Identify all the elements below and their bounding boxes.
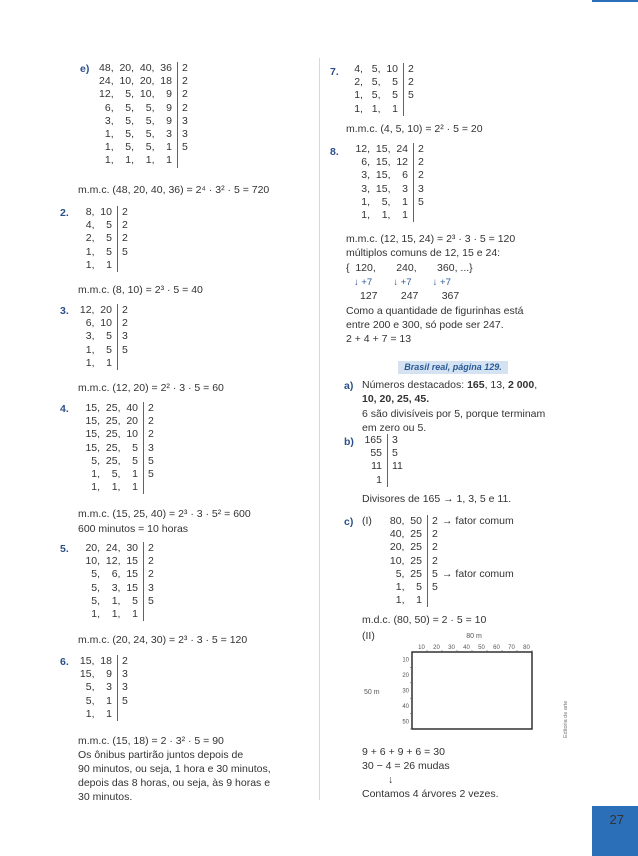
table-cell: 4, 5, 10: [352, 63, 404, 76]
table-cell: 2: [122, 206, 128, 218]
table-cell: 3: [418, 182, 424, 195]
top-stripe: [592, 0, 638, 2]
table-cell: 12, 5, 10, 9: [82, 88, 178, 101]
table-cell: 5: [122, 343, 128, 356]
table-cell: 2: [418, 143, 424, 155]
table-cell: 3: [392, 434, 398, 446]
text-line: 2 + 4 + 7 = 13: [346, 333, 412, 345]
table-cell: 2: [418, 169, 424, 182]
table-cell: 5: [432, 567, 438, 580]
table-cell: 2: [408, 63, 414, 75]
table-cell: 3, 15, 6: [348, 169, 414, 182]
table-cell: 2: [148, 555, 154, 568]
result-3: m.m.c. (12, 20) = 2² · 3 · 5 = 60: [78, 382, 224, 394]
table-cell: 1, 5, 5, 3: [82, 128, 178, 141]
table-cell: 3, 5: [78, 330, 118, 343]
table-cell: 1, 5: [78, 344, 118, 357]
table-cell: 6, 5, 5, 9: [82, 102, 178, 115]
table-cell: 1, 1, 1, 1: [82, 154, 178, 167]
table-cell: 2, 5: [78, 232, 118, 245]
sum-line: 9 + 6 + 9 + 6 = 30: [362, 746, 445, 758]
table-cell: 2: [182, 101, 188, 114]
table-cell: 2: [148, 568, 154, 581]
x-tick-label: 50: [478, 645, 485, 651]
exercise-6-number: 6.: [60, 656, 69, 668]
column-divider: [319, 58, 320, 800]
down-arrow-icon: ↓: [388, 774, 394, 786]
table-cell: 40, 25: [382, 528, 428, 541]
table-cell: 15, 25, 20: [78, 415, 144, 428]
table-cell: 8, 10: [78, 206, 118, 219]
table-cell: 1, 1: [78, 708, 118, 721]
text-line: 6 são divisíveis por 5, porque terminam: [362, 408, 546, 420]
table-2: [78, 206, 128, 272]
common-factor-note: → fator comum: [442, 568, 514, 580]
table-7: [352, 63, 414, 116]
table-cell: 1: [362, 474, 388, 487]
table-5: [78, 542, 154, 621]
table-cell: 2: [432, 541, 438, 554]
table-cell: 3: [122, 668, 128, 681]
table-cell: 5, 1: [78, 695, 118, 708]
table-cell: 12, 20: [78, 304, 118, 317]
highlighted-number: 165: [467, 379, 485, 391]
result-5: m.m.c. (20, 24, 30) = 2³ · 3 · 5 = 120: [78, 634, 248, 646]
table-cell: 5: [148, 594, 154, 607]
table-cell: 55: [362, 447, 388, 460]
table-cell: 1, 1: [78, 357, 118, 370]
y-tick-label: 10: [402, 657, 409, 664]
item-e-label: e): [80, 63, 90, 75]
final-line: Contamos 4 árvores 2 vezes.: [362, 788, 499, 800]
table-cell: 24, 10, 20, 18: [82, 75, 178, 88]
diagram-top-label: 80 m: [466, 633, 482, 640]
table-cell: 2: [182, 62, 188, 74]
text-segment: Números destacados:: [362, 379, 468, 391]
table-cell: 1, 5: [78, 246, 118, 259]
result-6: m.m.c. (15, 18) = 2 · 3² · 5 = 90: [78, 735, 224, 747]
exercise-3-number: 3.: [60, 305, 69, 317]
text-line: 30 minutos.: [78, 791, 133, 803]
item-c-label: c): [344, 516, 354, 528]
text-segment: , 13,: [484, 379, 508, 391]
diagram-ticks: [402, 645, 532, 729]
table-6: [78, 655, 128, 721]
text-line: em zero ou 5.: [362, 422, 427, 434]
table-cell: 5: [432, 580, 438, 593]
table-cell: 1, 1, 1: [78, 608, 144, 621]
table-cell: 3, 5, 5, 9: [82, 115, 178, 128]
table-cell: 1, 1: [78, 259, 118, 272]
table-cell: 5, 6, 15: [78, 568, 144, 581]
table-cell: 3: [182, 114, 188, 127]
diagram-side-label: 50 m: [364, 689, 380, 696]
table-cell: 15, 9: [78, 668, 118, 681]
table-cell: 1, 1: [382, 594, 428, 607]
x-tick-label: 60: [493, 645, 500, 651]
table-cell: 20, 25: [382, 541, 428, 554]
table-cell: 1, 5, 1: [348, 196, 414, 209]
exercise-5-number: 5.: [60, 543, 69, 555]
table-cell: 165: [362, 434, 388, 447]
table-cell: 2, 5, 5: [352, 76, 404, 89]
table-cell: 2: [122, 304, 128, 316]
exercise-7-number: 7.: [330, 66, 339, 78]
table-cell: 5, 3, 15: [78, 582, 144, 595]
table-b: [362, 434, 403, 487]
table-cell: 15, 18: [78, 655, 118, 668]
table-cell: 2: [182, 88, 188, 101]
table-cell: 1, 1, 1: [352, 103, 404, 116]
table-cell: 15, 25, 40: [78, 402, 144, 415]
note-4: 600 minutos = 10 horas: [78, 523, 189, 535]
table-cell: 2: [122, 655, 128, 667]
table-cell: 2: [148, 402, 154, 414]
table-cell: 2: [408, 76, 414, 89]
result-4: m.m.c. (15, 25, 40) = 2³ · 3 · 5² = 600: [78, 508, 251, 520]
table-4: [78, 402, 154, 494]
table-e: [82, 62, 188, 168]
table-cell: 5: [392, 447, 398, 460]
table-cell: 15, 25, 5: [78, 442, 144, 455]
table-cell: 5: [182, 141, 188, 154]
page-number: 27: [609, 812, 624, 827]
table-cell: 3: [148, 581, 154, 594]
table-cell: 1, 1, 1: [348, 209, 414, 222]
x-tick-label: 80: [523, 645, 530, 651]
result-2: m.m.c. (8, 10) = 2³ · 5 = 40: [78, 284, 203, 296]
result-e: m.m.c. (48, 20, 40, 36) = 2⁴ · 3² · 5 = 720: [78, 184, 270, 196]
text-line: depois das 8 horas, ou seja, às 9 horas e: [78, 777, 271, 789]
part-2-label: (II): [362, 630, 375, 642]
text-line: 90 minutos, ou seja, 1 hora e 30 minutos,: [78, 763, 271, 775]
table-cell: 5, 25: [382, 568, 428, 581]
table-cell: 5: [408, 89, 414, 102]
x-tick-label: 20: [433, 645, 440, 651]
y-tick-label: 40: [402, 703, 409, 710]
item-a-label: a): [344, 380, 354, 392]
table-cell: 5: [148, 467, 154, 480]
exercise-8-number: 8.: [330, 146, 339, 158]
text-line: Os ônibus partirão juntos depois de: [78, 749, 244, 761]
item-a-line1: [362, 379, 537, 392]
difference-line: 30 − 4 = 26 mudas: [362, 760, 450, 772]
table-cell: 5: [418, 195, 424, 208]
result-8: m.m.c. (12, 15, 24) = 2³ · 3 · 5 = 120: [346, 233, 516, 245]
multiples-list: { 120, 240, 360, ...}: [346, 262, 473, 274]
diagram-credit: Editoria de arte: [563, 700, 569, 738]
result-7: m.m.c. (4, 5, 10) = 2² · 5 = 20: [346, 123, 483, 135]
table-cell: 11: [362, 460, 388, 473]
table-3: [78, 304, 128, 370]
y-tick-label: 30: [402, 688, 409, 695]
table-cell: 11: [392, 460, 403, 473]
table-cell: 2: [148, 428, 154, 441]
table-cell: 10, 12, 15: [78, 555, 144, 568]
table-cell: 1, 5, 5: [352, 89, 404, 102]
table-cell: 20, 24, 30: [78, 542, 144, 555]
table-cell: 3: [122, 681, 128, 694]
table-cell: 5, 1, 5: [78, 595, 144, 608]
y-tick-label: 50: [402, 719, 409, 726]
text-segment: ,: [534, 379, 538, 391]
text-line: Como a quantidade de figurinhas está: [346, 305, 524, 317]
table-cell: 1, 5, 5, 1: [82, 141, 178, 154]
text-line: entre 200 e 300, só pode ser 247.: [346, 319, 504, 331]
table-c: [382, 515, 438, 607]
table-cell: 15, 25, 10: [78, 428, 144, 441]
table-cell: 3: [122, 330, 128, 343]
table-cell: 6, 10: [78, 317, 118, 330]
table-cell: 6, 15, 12: [348, 156, 414, 169]
table-cell: 2: [122, 232, 128, 245]
table-cell: 2: [122, 317, 128, 330]
result-c: m.d.c. (80, 50) = 2 · 5 = 10: [362, 614, 487, 626]
x-tick-label: 30: [448, 645, 455, 651]
multiples-arrows: ↓ +7 ↓ +7 ↓ +7: [354, 277, 451, 288]
result-b: Divisores de 165 → 1, 3, 5 e 11.: [362, 493, 512, 505]
field-diagram: [360, 628, 585, 744]
field-rectangle: [412, 652, 532, 729]
y-tick-label: 20: [402, 673, 409, 680]
table-cell: 3: [182, 127, 188, 140]
table-cell: 80, 50: [382, 515, 428, 528]
table-cell: 5, 25, 5: [78, 455, 144, 468]
table-cell: 2: [122, 219, 128, 232]
table-cell: 12, 15, 24: [348, 143, 414, 156]
table-cell: 5: [122, 245, 128, 258]
table-cell: 2: [432, 515, 438, 527]
x-tick-label: 70: [508, 645, 515, 651]
table-cell: 2: [418, 156, 424, 169]
table-cell: 3, 15, 3: [348, 183, 414, 196]
table-cell: 2: [182, 75, 188, 88]
table-cell: 1, 5: [382, 581, 428, 594]
table-cell: 5, 3: [78, 681, 118, 694]
multiples-label: múltiplos comuns de 12, 15 e 24:: [346, 247, 501, 259]
table-cell: 4, 5: [78, 219, 118, 232]
table-cell: 2: [148, 542, 154, 554]
table-8: [348, 143, 424, 222]
x-tick-label: 40: [463, 645, 470, 651]
multiples-plus7: 127 247 367: [360, 290, 460, 302]
table-cell: 5: [122, 694, 128, 707]
table-cell: 48, 20, 40, 36: [82, 62, 178, 75]
table-cell: 3: [148, 441, 154, 454]
exercise-4-number: 4.: [60, 403, 69, 415]
table-cell: 5: [148, 454, 154, 467]
table-cell: 2: [432, 528, 438, 541]
table-cell: 1, 1, 1: [78, 481, 144, 494]
common-factor-note: → fator comum: [442, 515, 514, 527]
item-a-line2: 10, 20, 25, 45.: [362, 393, 430, 405]
table-cell: 1, 5, 1: [78, 468, 144, 481]
table-cell: 2: [432, 554, 438, 567]
part-1-label: (I): [362, 515, 372, 527]
item-b-label: b): [344, 436, 354, 448]
section-banner: Brasil real, página 129.: [398, 361, 508, 374]
exercise-2-number: 2.: [60, 207, 69, 219]
table-cell: 10, 25: [382, 555, 428, 568]
highlighted-number: 2 000: [507, 379, 535, 391]
table-cell: 2: [148, 415, 154, 428]
x-tick-label: 10: [418, 645, 425, 651]
